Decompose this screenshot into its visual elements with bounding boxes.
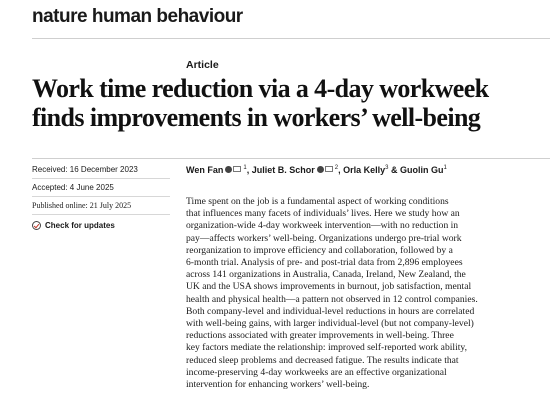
abstract-line: reorganization to improve efficiency and collaboration, followed by a	[186, 244, 453, 256]
abstract-line: intervention for enhancing workers’ well-being.	[186, 379, 370, 391]
check-updates-icon	[32, 221, 41, 230]
author-affiliation: 1	[443, 165, 447, 171]
email-icon[interactable]	[325, 166, 333, 172]
check-updates-label: Check for updates	[45, 221, 115, 230]
author-list: Wen Fan $^1$, Juliet B. Schor $^2$, Orla Kelly$^3$ & Guolin Gu$^1$	[186, 165, 447, 175]
title-line: finds improvements in workers’ well-being	[32, 103, 481, 132]
author-affiliation: 2	[334, 165, 339, 171]
author-name[interactable]: Wen Fan	[186, 165, 224, 175]
title-line: Work time reduction via a 4-day workweek	[32, 74, 489, 103]
header-divider	[32, 38, 550, 39]
abstract-line: Both company-level and individual-level reductions in hours are correlated	[186, 305, 475, 317]
abstract-line: 6-month trial. Analysis of pre- and post-trial data from 2,896 employees	[186, 257, 463, 269]
abstract-line: pay—affects workers’ well-being. Organizations undergo pre-trial work	[186, 232, 462, 244]
abstract-line: Time spent on the job is a fundamental aspect of working conditions	[186, 196, 449, 207]
abstract-line: across 141 organizations in Australia, Canada, Ireland, New Zealand, the	[186, 269, 466, 281]
check-for-updates-link[interactable]	[32, 221, 115, 230]
abstract-line: with well-being gains, with larger individual-level (but not company-level)	[186, 318, 474, 330]
abstract-line: reduced sleep problems and decreased fatigue. The results indicate that	[186, 354, 459, 366]
article-title	[32, 74, 547, 132]
abstract	[186, 196, 548, 391]
abstract-line: key factors mediate the relationship: improved self-reported work ability,	[186, 342, 467, 354]
abstract-line: reductions associated with greater improvements in well-being. Three	[186, 330, 454, 342]
abstract-line: income-preserving 4-day workweeks are an effective organizational	[186, 366, 447, 378]
accepted-date: Accepted: 4 June 2025	[32, 183, 170, 197]
title-divider	[32, 158, 550, 159]
orcid-icon[interactable]	[225, 166, 232, 173]
article-type-label: Article	[186, 59, 219, 71]
journal-name: nature human behaviour	[32, 6, 243, 27]
email-icon[interactable]	[233, 166, 241, 172]
author-affiliation: 1	[243, 165, 247, 171]
author-affiliation: 3	[385, 165, 389, 171]
published-date: Published online: 21 July 2025	[32, 201, 170, 215]
author-name[interactable]: Guolin Gu	[399, 165, 444, 175]
abstract-line: organization-wide 4-day workweek intervention—with no reduction in	[186, 220, 459, 232]
abstract-line: health and physical health—a pattern not observed in 12 control companies.	[186, 293, 478, 305]
abstract-line: UK and the USA shows improvements in burnout, job satisfaction, mental	[186, 281, 472, 293]
abstract-line: that influences many facets of individuals’ lives. Here we study how an	[186, 208, 460, 220]
orcid-icon[interactable]	[317, 166, 324, 173]
author-name[interactable]: Juliet B. Schor	[251, 165, 315, 175]
author-name[interactable]: Orla Kelly	[343, 165, 386, 175]
received-date: Received: 16 December 2023	[32, 165, 170, 179]
